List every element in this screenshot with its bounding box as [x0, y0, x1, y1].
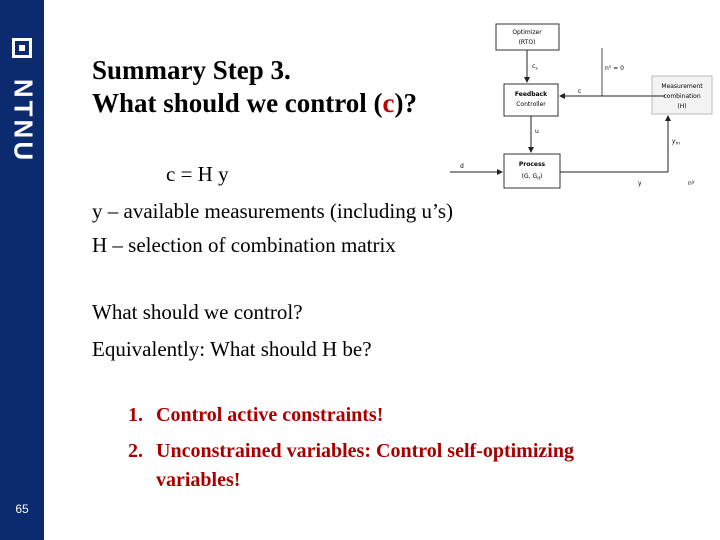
d-label: d [460, 163, 464, 170]
question-h: Equivalently: What should H be? [92, 337, 372, 361]
question-control: What should we control? [92, 300, 303, 324]
measurement-label-3: (H) [677, 103, 687, 110]
feedback-controller-box [504, 84, 558, 116]
feedback-label-1: Feedback [514, 91, 548, 98]
list-item-2-text-line-1: Unconstrained variables: Control self-optimizing [156, 440, 574, 462]
list-item-1-text: Control active constraints! [156, 404, 384, 426]
optimizer-box [496, 24, 559, 50]
list-item-1 [128, 404, 384, 427]
list-item-2-text-line-2: variables! [156, 469, 241, 491]
process-label-2: (G, $G_d$) [521, 173, 543, 182]
optimizer-label-2: (RTO) [518, 39, 536, 46]
y-label: y [638, 180, 642, 187]
page-number: 65 [15, 502, 29, 516]
process-box [504, 154, 560, 188]
slide-title [92, 54, 417, 120]
ym-label: $y_m$ [672, 138, 680, 147]
h-definition: H – selection of combination matrix [92, 233, 396, 257]
cs-label: $c_s$ [532, 63, 538, 72]
nc-label: $n^c = 0$ [605, 65, 624, 72]
equation: c = H y [166, 162, 229, 186]
c-label: c [578, 88, 582, 95]
title-line-2-prefix: What should we control ( [92, 88, 383, 118]
ny-label: $n^y$ [688, 180, 695, 187]
title-line-2 [92, 87, 417, 120]
measurement-label-1: Measurement [661, 83, 703, 90]
title-line-1: Summary Step 3. [92, 55, 291, 85]
feedback-label-2: Controller [516, 101, 546, 108]
list-item-2 [128, 440, 574, 491]
process-label-1: Process [518, 161, 546, 168]
ntnu-logo [8, 66, 39, 176]
sidebar [0, 0, 44, 540]
control-structure-diagram [440, 18, 715, 196]
u-label: u [535, 128, 539, 135]
title-highlight-c: c [382, 88, 395, 118]
ntnu-logo-text: NTNU [8, 78, 39, 164]
ntnu-logo-square-icon [12, 38, 32, 58]
y-definition: y – available measurements (including u’s) [92, 199, 453, 223]
optimizer-label-1: Optimizer [512, 29, 542, 36]
list-item-1-number: 1. [128, 404, 143, 426]
list-item-2-number: 2. [128, 440, 143, 462]
title-line-2-suffix: )? [394, 88, 418, 118]
measurement-label-2: combination [663, 93, 701, 100]
